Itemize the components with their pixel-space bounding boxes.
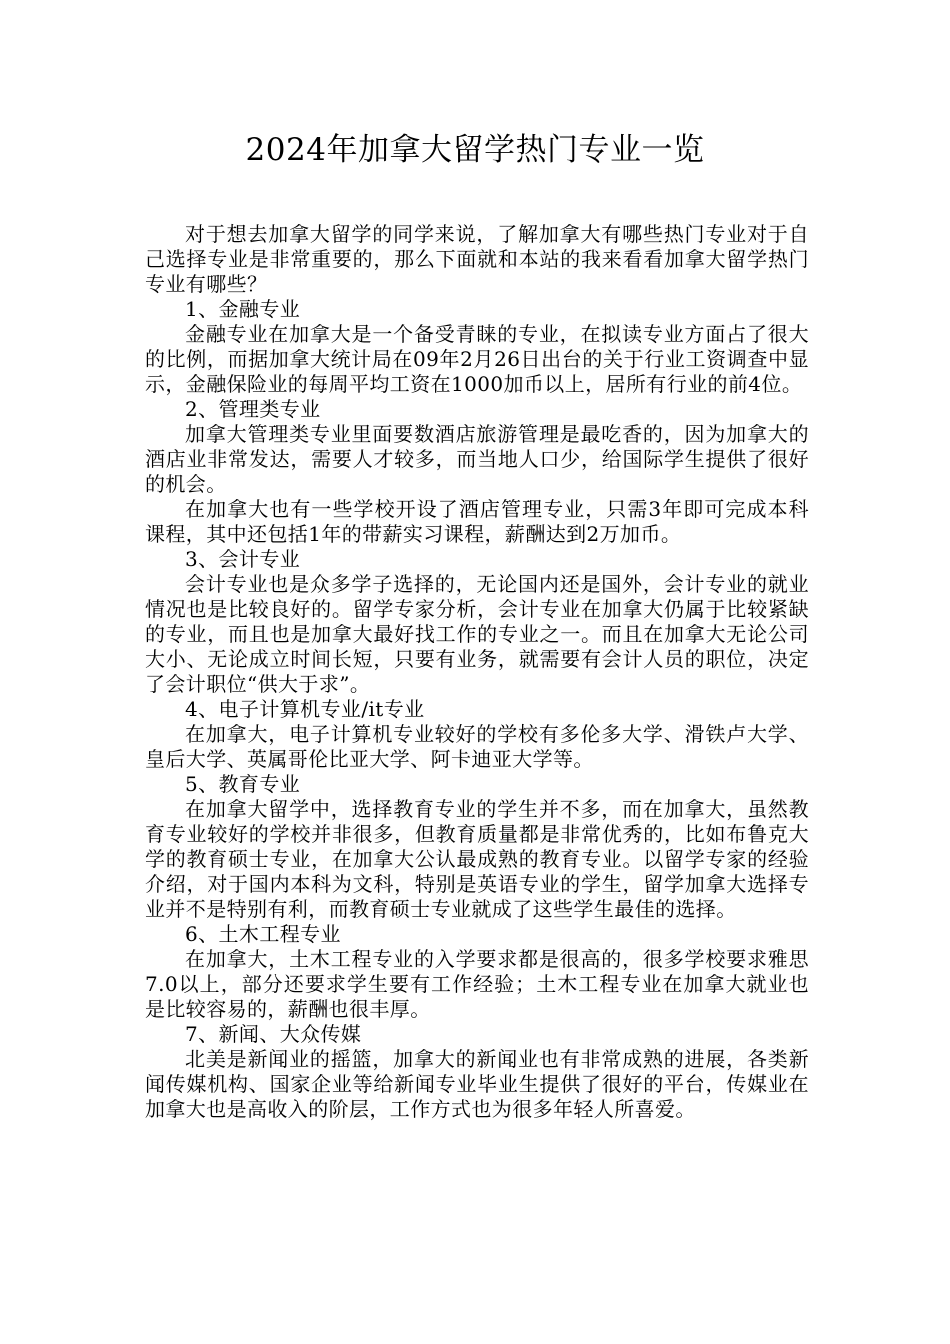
section-heading-journalism: 7、新闻、大众传媒 (185, 1022, 362, 1046)
section-heading-computer: 4、电子计算机专业/it专业 (185, 697, 425, 721)
management-paragraph-2: 在加拿大也有一些学校开设了酒店管理专业，只需3年即可完成本科课程，其中还包括1年的带薪实习课程，薪酬达到2万加币。 (145, 497, 809, 546)
intro-paragraph: 对于想去加拿大留学的同学来说，了解加拿大有哪些热门专业对于自己选择专业是非常重要的，那么下面就和本站的我来看看加拿大留学热门专业有哪些？ (145, 222, 809, 296)
section-heading-civil-engineering: 6、土木工程专业 (185, 922, 341, 946)
journalism-paragraph: 北美是新闻业的摇篮，加拿大的新闻业也有非常成熟的进展，各类新闻传媒机构、国家企业等给新闻专业毕业生提供了很好的平台，传媒业在加拿大也是高收入的阶层，工作方式也为很多年轻人所喜爱。 (145, 1047, 809, 1121)
document-body (145, 222, 809, 1122)
accounting-paragraph: 会计专业也是众多学子选择的，无论国内还是国外，会计专业的就业情况也是比较良好的。留学专家分析，会计专业在加拿大仍属于比较紧缺的专业，而且也是加拿大最好找工作的专业之一。而且在加拿大无论公司大小、无论成立时间长短，只要有业务，就需要有会计人员的职位，决定了会计职位“供大于求”。 (145, 572, 809, 696)
section-heading-finance: 1、金融专业 (185, 297, 301, 321)
civil-engineering-paragraph: 在加拿大，土木工程专业的入学要求都是很高的，很多学校要求雅思7.0以上，部分还要求学生要有工作经验；土木工程专业在加拿大就业也是比较容易的，薪酬也很丰厚。 (145, 947, 809, 1021)
education-paragraph: 在加拿大留学中，选择教育专业的学生并不多，而在加拿大，虽然教育专业较好的学校并非很多，但教育质量都是非常优秀的，比如布鲁克大学的教育硕士专业，在加拿大公认最成熟的教育专业。以留学专家的经验介绍，对于国内本科为文科，特别是英语专业的学生，留学加拿大选择专业并不是特别有利，而教育硕士专业就成了这些学生最佳的选择。 (145, 797, 809, 921)
section-heading-management: 2、管理类专业 (185, 397, 321, 421)
section-heading-education: 5、教育专业 (185, 772, 301, 796)
management-paragraph-1: 加拿大管理类专业里面要数酒店旅游管理是最吃香的，因为加拿大的酒店业非常发达，需要人才较多，而当地人口少，给国际学生提供了很好的机会。 (145, 422, 809, 496)
computer-paragraph: 在加拿大，电子计算机专业较好的学校有多伦多大学、滑铁卢大学、皇后大学、英属哥伦比亚大学、阿卡迪亚大学等。 (145, 722, 809, 771)
section-heading-accounting: 3、会计专业 (185, 547, 301, 571)
document-title: 2024年加拿大留学热门专业一览 (245, 132, 705, 168)
finance-paragraph: 金融专业在加拿大是一个备受青睐的专业，在拟读专业方面占了很大的比例，而据加拿大统计局在09年2月26日出台的关于行业工资调查中显示，金融保险业的每周平均工资在1000加币以上，居所有行业的前4位。 (145, 322, 809, 396)
